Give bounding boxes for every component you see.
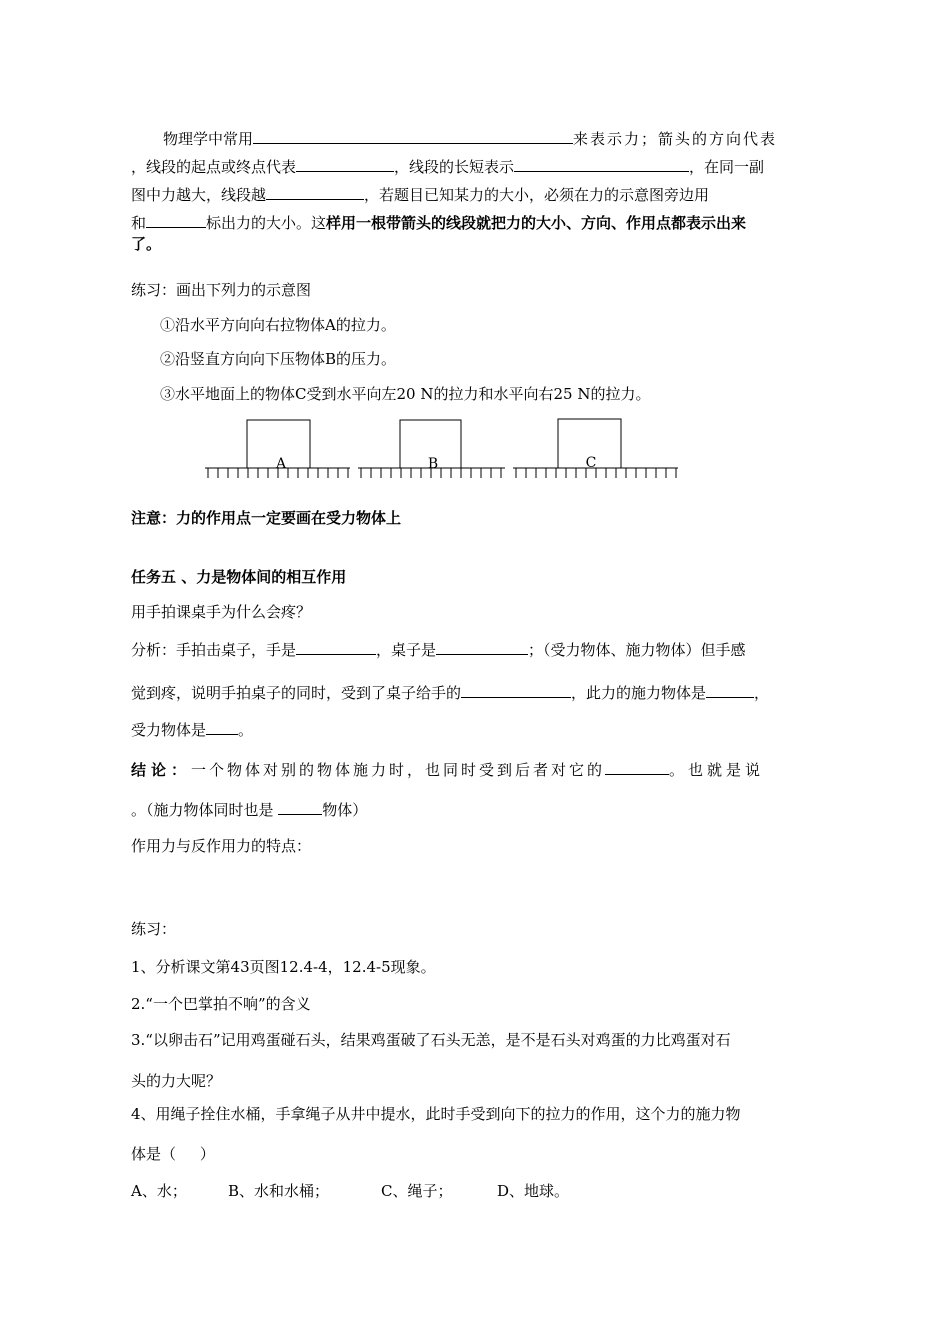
text: 分析：手拍击桌子，手是 [131,641,297,659]
conclusion-line-1 [131,759,764,780]
blank-input[interactable] [461,682,571,698]
practice2-title: 练习： [131,920,177,938]
text: ，线段的起点或终点代表 [131,158,297,176]
analysis-line-2 [131,682,769,703]
intro-line-3 [131,184,709,205]
practice2-item-3a: 3.“以卵击石”记用鸡蛋碰石头，结果鸡蛋破了石头无恙，是不是石头对鸡蛋的力比鸡蛋对石 [131,1031,731,1049]
option-a: A、水； [131,1182,187,1200]
blank-input[interactable] [605,759,669,775]
option-d: D、地球。 [497,1182,570,1200]
blank-input[interactable] [278,799,322,815]
text: ；（受力物体、施力物体）但手感 [528,641,746,659]
box-c-label: C [585,455,597,471]
intro-line-4 [131,212,746,233]
practice1-item-3: ③水平地面上的物体C受到水平向左20 N的拉力和水平向右25 N的拉力。 [160,385,651,403]
task5-question: 用手拍课桌手为什么会疼？ [131,603,312,621]
text: 。 [238,721,254,739]
text: 觉到疼，说明手拍桌子的同时，受到了桌子给手的 [131,684,462,702]
blank-input[interactable] [266,184,364,200]
text: ，在同一副 [689,158,765,176]
text: ，桌子是 [376,641,437,659]
text: 物体） [322,801,368,819]
text: 受力物体是 [131,721,207,739]
blank-input[interactable] [146,212,206,228]
option-c: C、绳子； [381,1182,453,1200]
text: 。（施力物体同时也是 [131,801,279,819]
practice2-item-4b: 体是（ ） [131,1145,215,1163]
text: 图中力越大，线段越 [131,186,267,204]
text: 标出力的大小。这 [206,214,327,232]
blank-input[interactable] [296,156,394,172]
option-b: B、水和水桶； [228,1182,330,1200]
conclusion-line-2 [131,799,367,820]
blank-input[interactable] [514,156,689,172]
practice1-title: 练习：画出下列力的示意图 [131,281,312,299]
practice2-item-2: 2.“一个巴掌拍不响”的含义 [131,995,311,1013]
blank-input[interactable] [296,639,376,655]
text: 和 [131,214,147,232]
intro-line-1 [163,128,777,149]
bold-text: 结论： [131,761,192,779]
analysis-line-3 [131,719,253,740]
practice2-item-1: 1、分析课文第43页图12.4-4，12.4-5现象。 [131,958,436,976]
text: 来表示力；箭头的方向代表 [573,130,778,148]
blank-input[interactable] [253,128,573,144]
feature-heading: 作用力与反作用力的特点： [131,837,312,855]
note-text: 注意：力的作用点一定要画在受力物体上 [131,509,402,527]
blank-input[interactable] [706,682,754,698]
practice2-item-3b: 头的力大呢？ [131,1072,222,1090]
intro-line-5: 了。 [131,235,162,253]
intro-line-2 [131,156,764,177]
bold-text: 样用一根带箭头的线段就把力的大小、方向、作用点都表示出来 [326,214,747,232]
text: ，此力的施力物体是 [571,684,707,702]
practice1-item-1: ①沿水平方向向右拉物体A的拉力。 [160,316,396,334]
blank-input[interactable] [206,719,238,735]
text: 物理学中常用 [163,130,254,148]
box-a-label: A [275,456,287,472]
text: ，若题目已知某力的大小，必须在力的示意图旁边用 [364,186,710,204]
text: 一个物体对别的物体施力时，也同时受到后者对它的 [191,761,606,779]
text: 。也就是说 [669,761,765,779]
text: ，线段的长短表示 [394,158,515,176]
task5-title: 任务五 、力是物体间的相互作用 [131,568,347,586]
box-b-label: B [427,456,439,472]
practice2-item-4a: 4、用绳子拴住水桶，手拿绳子从井中提水，此时手受到向下的拉力的作用，这个力的施力物 [131,1105,741,1123]
practice1-item-2: ②沿竖直方向向下压物体B的压力。 [160,350,397,368]
analysis-line-1 [131,639,746,660]
text: ， [754,684,770,702]
blank-input[interactable] [436,639,528,655]
boxes-diagram [200,410,690,500]
